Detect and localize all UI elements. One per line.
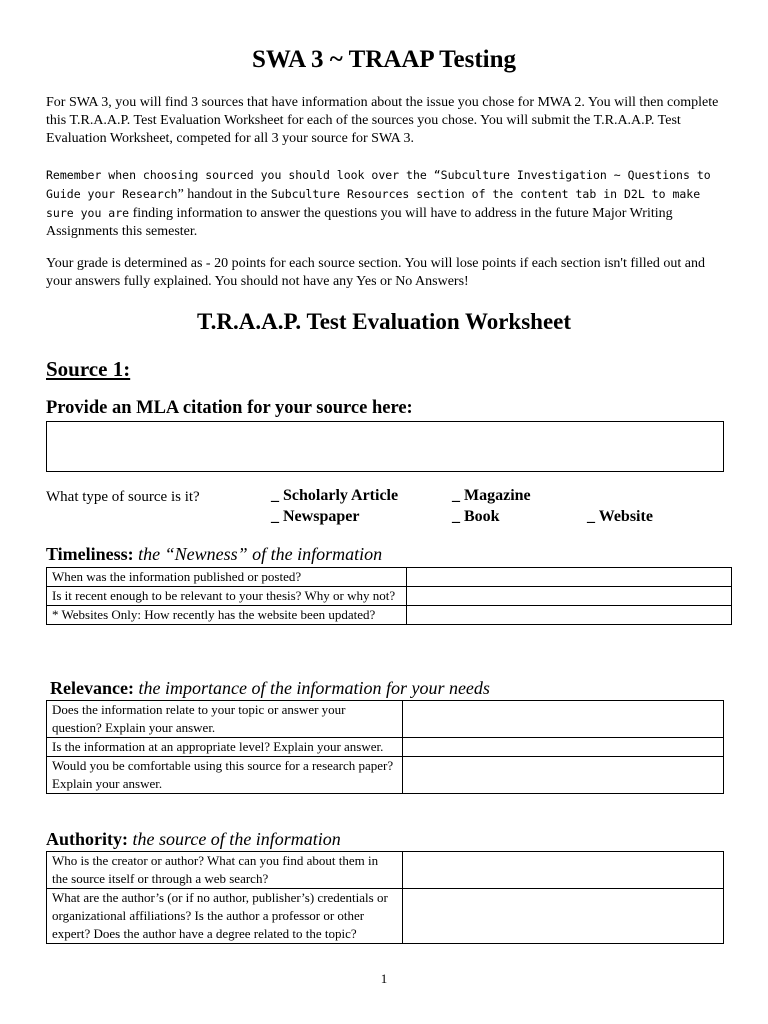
question-cell: Is the information at an appropriate level? Explain your answer. bbox=[47, 738, 403, 757]
table-row bbox=[47, 587, 732, 606]
question-cell: Is it recent enough to be relevant to your thesis? Why or why not? bbox=[47, 587, 407, 606]
table-row bbox=[47, 701, 724, 738]
timeliness-heading bbox=[46, 544, 382, 565]
timeliness-label: Timeliness: bbox=[46, 544, 134, 564]
option-website[interactable]: _ Website bbox=[587, 508, 653, 525]
relevance-heading bbox=[50, 678, 490, 699]
option-scholarly-article[interactable]: _ Scholarly Article bbox=[271, 487, 399, 504]
citation-label: Provide an MLA citation for your source here: bbox=[46, 398, 413, 418]
answer-cell[interactable] bbox=[403, 701, 724, 738]
reminder-text-3: Subculture Resources section of the content tab in D2L to make sure you are bbox=[46, 187, 701, 220]
answer-cell[interactable] bbox=[407, 568, 732, 587]
question-cell: Who is the creator or author? What can you find about them in the source itself or through a web search? bbox=[47, 852, 403, 889]
question-cell: Would you be comfortable using this source for a research paper? Explain your answer. bbox=[47, 757, 403, 794]
timeliness-subtitle: the “Newness” of the information bbox=[138, 544, 383, 564]
table-row bbox=[47, 852, 724, 889]
source-heading: Source 1: bbox=[46, 357, 131, 381]
citation-input-box[interactable] bbox=[46, 421, 724, 472]
reminder-text-2: ” handout in the bbox=[177, 187, 271, 202]
relevance-label: Relevance: bbox=[50, 678, 134, 698]
question-cell: Does the information relate to your topic or answer your question? Explain your answer. bbox=[47, 701, 403, 738]
authority-heading bbox=[46, 829, 341, 850]
answer-cell[interactable] bbox=[407, 606, 732, 625]
reminder-text-1: Remember when choosing sourced you should look over the “ bbox=[46, 168, 441, 182]
answer-cell[interactable] bbox=[407, 587, 732, 606]
source-type-question: What type of source is it? bbox=[46, 489, 200, 505]
table-row bbox=[47, 568, 732, 587]
reminder-paragraph bbox=[46, 166, 726, 241]
answer-cell[interactable] bbox=[403, 738, 724, 757]
question-cell: * Websites Only: How recently has the website been updated? bbox=[47, 606, 407, 625]
page-title: SWA 3 ~ TRAAP Testing bbox=[251, 46, 516, 73]
relevance-table bbox=[46, 700, 724, 794]
handout-title: Subculture Investigation ~ Questions to Guide your Research bbox=[46, 168, 711, 201]
answer-cell[interactable] bbox=[403, 852, 724, 889]
question-cell: What are the author’s (or if no author, publisher’s) credentials or organizational affiliations? Is the author a professor or other expert? Does the author have a degree related to the topic? bbox=[47, 889, 403, 944]
table-row bbox=[47, 889, 724, 944]
authority-table bbox=[46, 851, 724, 944]
answer-cell[interactable] bbox=[403, 757, 724, 794]
question-cell: When was the information published or posted? bbox=[47, 568, 407, 587]
authority-subtitle: the source of the information bbox=[132, 829, 341, 849]
table-row bbox=[47, 757, 724, 794]
option-newspaper[interactable]: _ Newspaper bbox=[271, 508, 360, 525]
worksheet-title: T.R.A.A.P. Test Evaluation Worksheet bbox=[196, 309, 572, 334]
timeliness-table bbox=[46, 567, 732, 625]
option-book[interactable]: _ Book bbox=[452, 508, 500, 525]
authority-label: Authority: bbox=[46, 829, 128, 849]
reminder-text-4: finding information to answer the questions you will have to address in the future Major Writing Assignments this semester. bbox=[46, 206, 673, 239]
option-magazine[interactable]: _ Magazine bbox=[452, 487, 531, 504]
answer-cell[interactable] bbox=[403, 889, 724, 944]
relevance-subtitle: the importance of the information for your needs bbox=[138, 678, 490, 698]
instructions-paragraph: For SWA 3, you will find 3 sources that have information about the issue you chose for MWA 2. You will then complete this T.R.A.A.P. Test Evaluation Worksheet for each of the sources you chose. You will submit the T.R.A.A.P. Test Evaluation Worksheet, competed for all 3 your source for SWA 3. bbox=[46, 95, 719, 146]
table-row bbox=[47, 738, 724, 757]
grading-paragraph: Your grade is determined as - 20 points for each source section. You will lose points if each section isn't filled out and your answers fully explained. You should not have any Yes or No Answers! bbox=[46, 256, 705, 289]
table-row bbox=[47, 606, 732, 625]
page-number: 1 bbox=[380, 971, 388, 986]
